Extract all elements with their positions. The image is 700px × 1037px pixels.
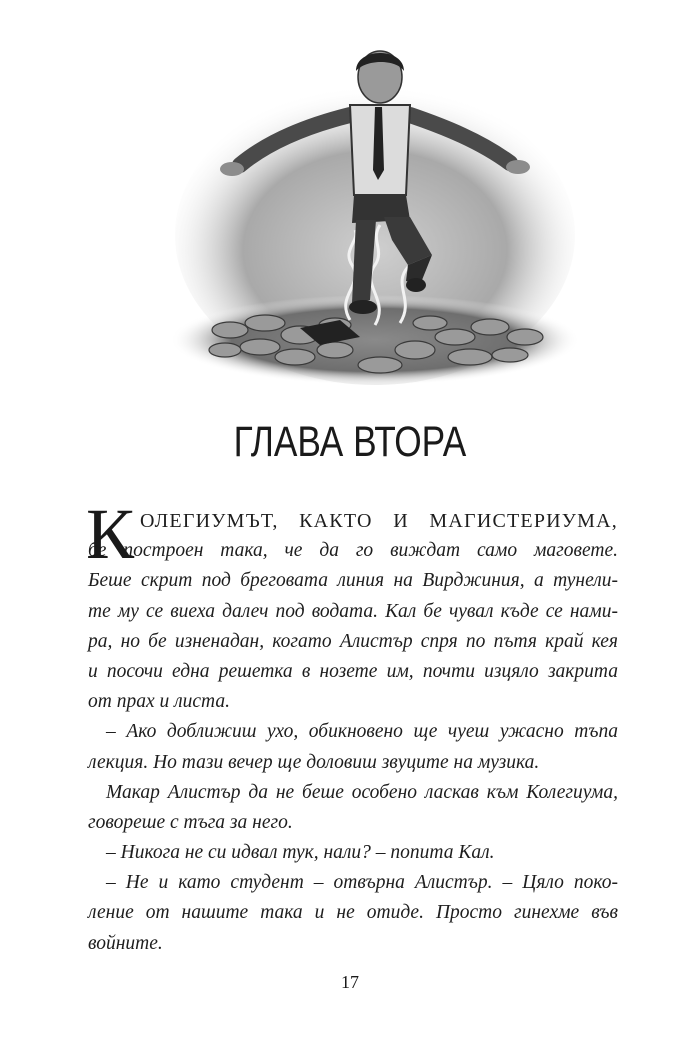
text-line: [88, 838, 618, 868]
text-line: [88, 929, 618, 959]
chapter-illustration: [170, 45, 590, 390]
text-line: [88, 808, 618, 838]
line-text: и посочи една решетка в нозете им, почти изцяло закрита: [88, 660, 618, 682]
text-line: [88, 868, 618, 898]
text-line: [88, 657, 618, 687]
chapter-body-text: [86, 494, 618, 959]
line-text: те му се виеха далеч под водата. Кал бе чувал къде се нами-: [88, 600, 618, 622]
text-line: [88, 687, 618, 717]
line-text: Беше скрит под бреговата линия на Вирджиния, а тунели-: [88, 570, 618, 592]
line-text: от прах и листа.: [88, 691, 230, 713]
line-text: ление от нашите така и не отиде. Просто гинехме във: [88, 902, 618, 924]
text-line: [88, 627, 618, 657]
text-line: [88, 566, 618, 596]
line-text: – Ако доближиш ухо, обикновено ще чуеш ужасно тъпа: [106, 721, 618, 743]
text-line: [88, 536, 618, 566]
line-text: говореше с тъга за него.: [88, 811, 293, 833]
text-line: [88, 717, 618, 747]
chapter-title: ГЛАВА ВТОРА: [233, 418, 467, 466]
text-line: [88, 778, 618, 808]
line-text: Макар Алистър да не беше особено ласкав към Колегиума,: [106, 781, 618, 803]
line-text: войните.: [88, 932, 163, 954]
line-text: лекция. Но тази вечер ще доловиш звуците на музика.: [88, 751, 540, 773]
line-text: – Не и като студент – отвърна Алистър. – Цяло поко-: [106, 872, 618, 894]
drop-cap: К: [86, 494, 136, 574]
page-number: 17: [341, 972, 359, 992]
text-line: [88, 898, 618, 928]
text-line: [88, 597, 618, 627]
first-line-text: ОЛЕГИУМЪТ, КАКТО И МАГИСТЕРИУМА,: [140, 510, 618, 532]
line-text: ра, но бе изненадан, когато Алистър спря по пътя край кея: [88, 630, 618, 652]
line-text: – Никога не си идвал тук, нали? – попита Кал.: [106, 842, 495, 864]
line-text: бе построен така, че да го виждат само маговете.: [88, 540, 618, 562]
text-line: [88, 748, 618, 778]
